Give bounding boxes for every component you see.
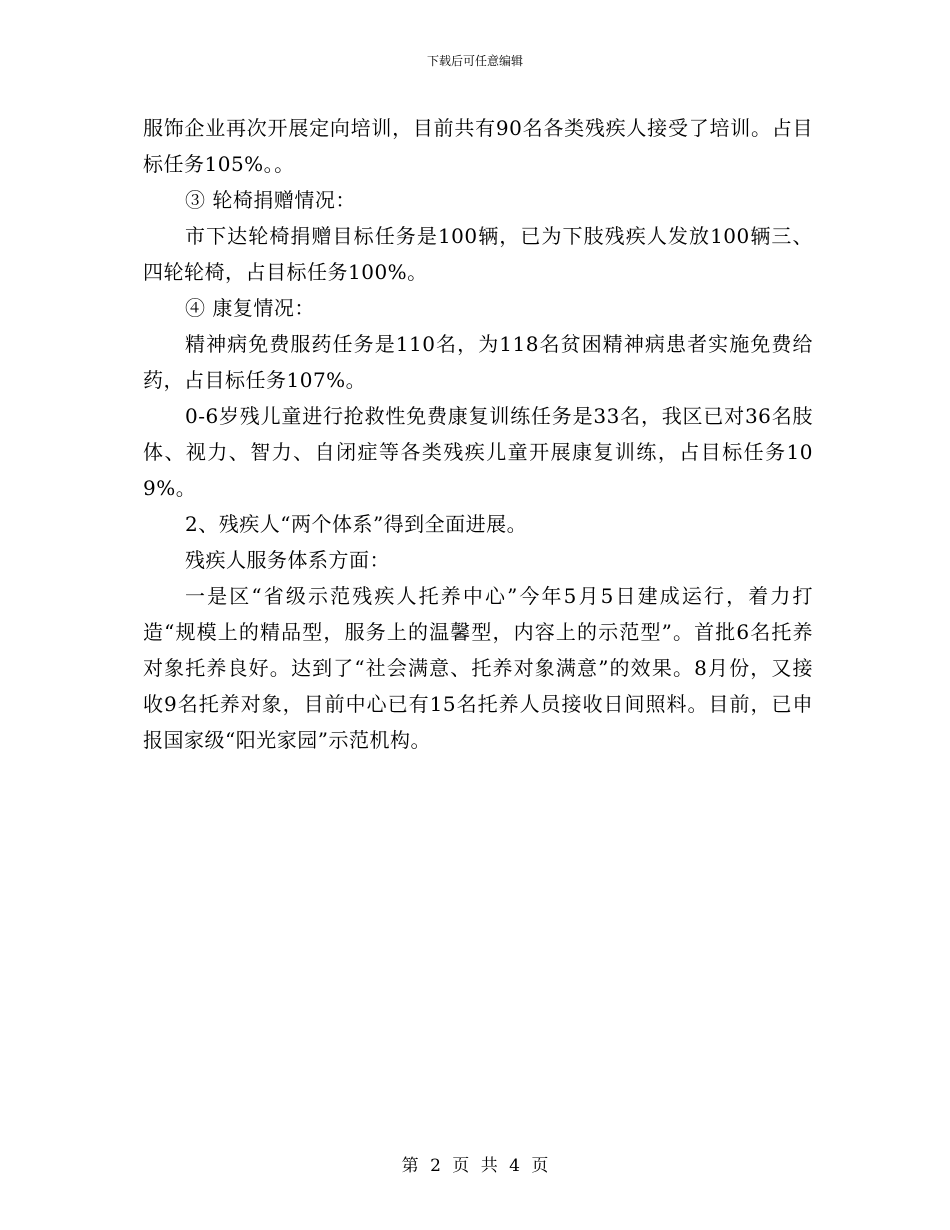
paragraph-2: ③ 轮椅捐赠情况： xyxy=(185,188,356,212)
document-body xyxy=(143,110,813,758)
paragraph-8: 残疾人服务体系方面： xyxy=(185,548,390,572)
header-note: 下载后可任意编辑 xyxy=(426,54,523,68)
paragraph-7: 2、残疾人“两个体系”得到全面进展。 xyxy=(185,512,528,536)
paragraph-5: 精神病免费服药任务是110名，为118名贫困精神病患者实施免费给药，占目标任务107%。 xyxy=(143,332,813,392)
paragraph-4: ④ 康复情况： xyxy=(185,296,315,320)
paragraph-6: 0-6岁残儿童进行抢救性免费康复训练任务是33名，我区已对36名肢体、视力、智力、自闭症等各类残疾儿童开展康复训练，占目标任务109%。 xyxy=(143,404,813,500)
paragraph-9: 一是区“省级示范残疾人托养中心”今年5月5日建成运行，着力打造“规模上的精品型，服务上的温馨型，内容上的示范型”。首批6名托养对象托养良好。达到了“社会满意、托养对象满意”的效果。8月份，又接收9名托养对象，目前中心已有15名托养人员接收日间照料。目前，已申报国家级“阳光家园”示范机构。 xyxy=(143,584,813,752)
paragraph-1: 服饰企业再次开展定向培训，目前共有90名各类残疾人接受了培训。占目标任务105%。。 xyxy=(143,116,813,176)
paragraph-3: 市下达轮椅捐赠目标任务是100辆，已为下肢残疾人发放100辆三、四轮轮椅，占目标任务100%。 xyxy=(143,224,813,284)
page-number: 第 2 页 共 4 页 xyxy=(401,1156,549,1176)
